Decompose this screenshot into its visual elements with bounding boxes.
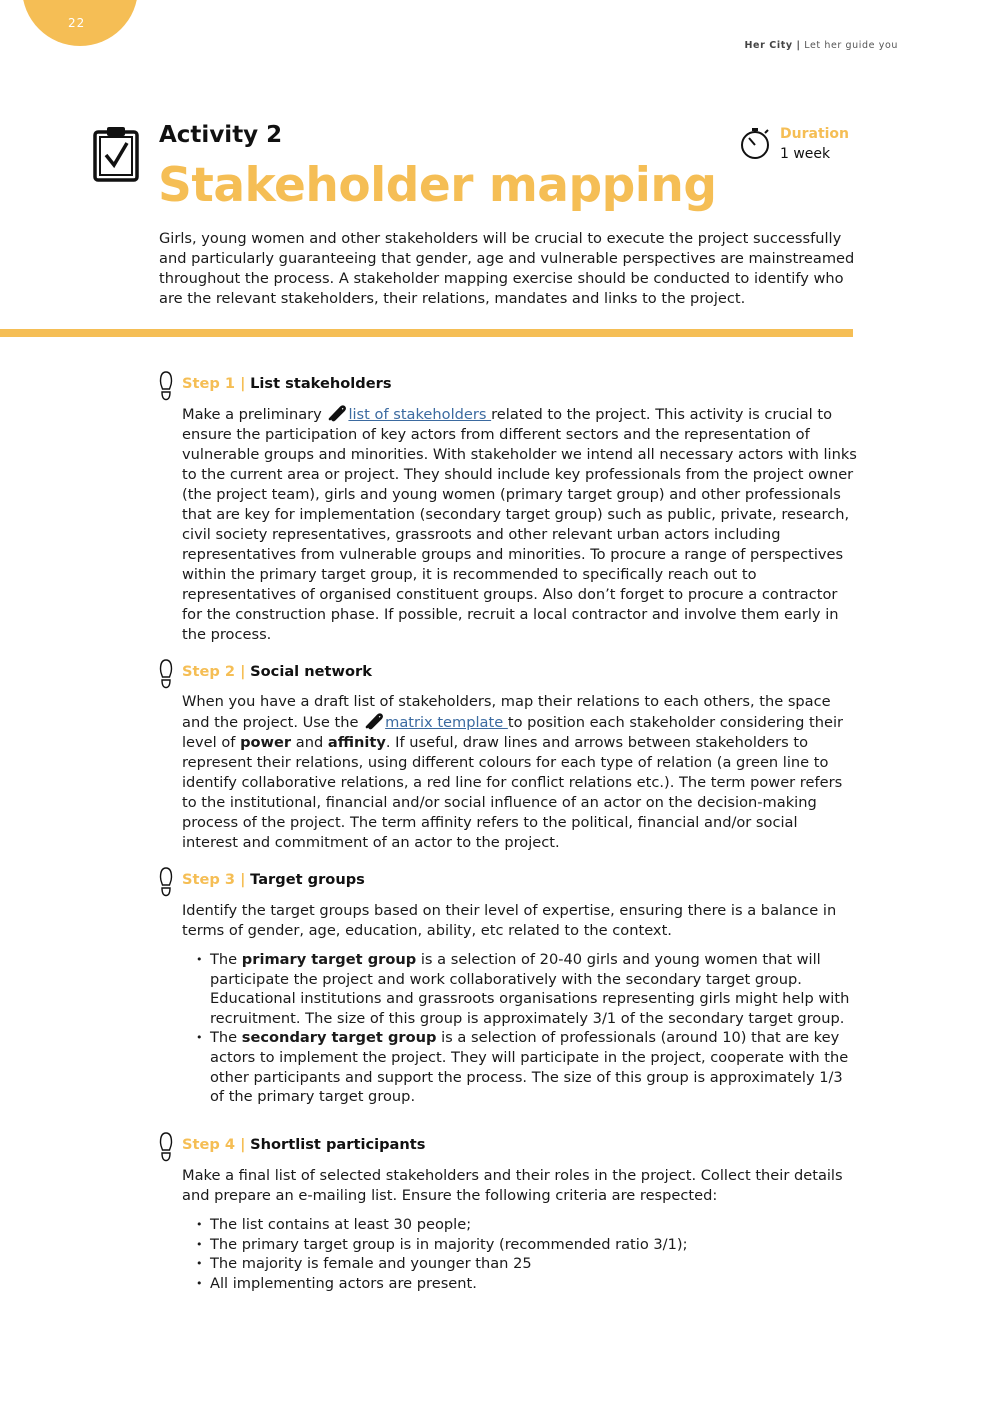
matrix-template-link[interactable]: matrix template xyxy=(385,714,508,731)
list-item: • The primary target group is in majority (recommended ratio 3/1); xyxy=(210,1235,858,1255)
criteria-list xyxy=(182,1215,858,1293)
stopwatch-icon xyxy=(740,126,772,160)
running-header xyxy=(744,40,898,51)
step-number: Step 3 | xyxy=(182,871,246,888)
body-text: Identify the target groups based on their level of expertise, ensuring there is a balance in terms of gender, age, education, ability, etc related to the context. xyxy=(182,902,837,939)
list-item: • The primary target group is a selection of 20-40 girls and young women that will participate the project and work collaboratively with the secondary target group. Educational institutions and grassroots organisations representing girls might help with recruitment. The size of this group is approximately 3/1 of the secondary target group. xyxy=(210,950,858,1028)
paperclip-icon xyxy=(326,404,348,422)
footprint-icon xyxy=(159,1132,173,1162)
bold-term-power: power xyxy=(240,734,292,751)
body-text: to position each stakeholder considering their level of xyxy=(182,714,844,751)
footprint-icon xyxy=(159,867,173,897)
bold-term-affinity: affinity xyxy=(327,734,386,751)
list-item: • All implementing actors are present. xyxy=(210,1274,858,1294)
step-heading xyxy=(182,663,372,680)
list-item: • The secondary target group is a selection of professionals (around 10) that are key actors to implement the project. They will participate in the project, cooperate with the other participants and support the process. The size of this group is approximately 1/3 of the primary target group. xyxy=(210,1028,858,1106)
body-text: and xyxy=(291,734,328,751)
step-number: Step 2 | xyxy=(182,663,246,680)
activity-label: Activity 2 xyxy=(159,122,283,148)
section-divider xyxy=(0,329,853,337)
step-title: List stakeholders xyxy=(250,375,392,392)
body-text: When you have a draft list of stakeholders, map their relations to each others, the space and the project. Use the xyxy=(182,693,831,731)
step-title: Social network xyxy=(250,663,372,680)
step-body xyxy=(182,901,858,1107)
body-text: . If useful, draw lines and arrows between stakeholders to represent their relations, using different colours for each type of relation (a green line to identify collaborative relations, a red line for conflict relations etc.). The term power refers to the institutional, financial and/or social influence of an actor on the decision-making process of the project. The term affinity refers to the political, financial and/or social interest and commitment of an actor to the project. xyxy=(182,734,843,851)
step-number: Step 1 | xyxy=(182,375,246,392)
tagline: Let her guide you xyxy=(804,40,898,51)
paperclip-icon xyxy=(363,712,385,730)
step-heading xyxy=(182,871,365,888)
footprint-icon xyxy=(159,371,173,401)
page-title: Stakeholder mapping xyxy=(158,158,717,213)
brand-name: Her City | xyxy=(744,40,801,51)
bold-term: primary target group xyxy=(241,951,417,968)
clipboard-check-icon xyxy=(93,126,139,182)
body-text: Make a final list of selected stakeholders and their roles in the project. Collect their details and prepare an e-mailing list. Ensure the following criteria are respected: xyxy=(182,1167,843,1204)
stakeholder-list-link[interactable]: list of stakeholders xyxy=(348,406,492,423)
body-text: Make a preliminary xyxy=(182,406,327,423)
step-body xyxy=(182,692,858,853)
step-heading xyxy=(182,1136,425,1153)
step-body xyxy=(182,404,858,645)
duration-label: Duration xyxy=(780,126,850,142)
step-title: Target groups xyxy=(250,871,365,888)
body-text: related to the project. This activity is crucial to ensure the participation of key actors from different sectors and the representation of vulnerable groups and minorities. With stakeholder we intend all necessary actors with links to the current area or project. They should include key professionals from the project owner (the project team), girls and young women (primary target group) and other professionals that are key for implementation (secondary target group) such as public, private, research, civil society representatives, grassroots and other relevant urban actors including representatives from vulnerable groups and minorities. To procure a range of perspectives within the primary target group, it is recommended to specifically reach out to representatives of organised constituent groups. Also don’t forget to procure a contractor for the construction phase. If possible, recruit a local contractor and involve them early in the process. xyxy=(182,406,857,643)
duration-value: 1 week xyxy=(780,146,831,162)
list-item: • The list contains at least 30 people; xyxy=(210,1215,858,1235)
step-heading xyxy=(182,375,392,392)
step-number: Step 4 | xyxy=(182,1136,246,1153)
list-item: • The majority is female and younger than 25 xyxy=(210,1254,858,1274)
step-body xyxy=(182,1166,858,1293)
footprint-icon xyxy=(159,659,173,689)
intro-paragraph: Girls, young women and other stakeholders will be crucial to execute the project successfully and particularly guaranteeing that gender, age and vulnerable perspectives are mainstreamed throughout the process. A stakeholder mapping exercise should be conducted to identify who are the relevant stakeholders, their relations, mandates and links to the project. xyxy=(159,230,855,307)
bold-term: secondary target group xyxy=(241,1029,437,1047)
step-title: Shortlist participants xyxy=(250,1136,426,1153)
bullet-list xyxy=(182,950,858,1107)
page-number: 22 xyxy=(68,16,86,30)
